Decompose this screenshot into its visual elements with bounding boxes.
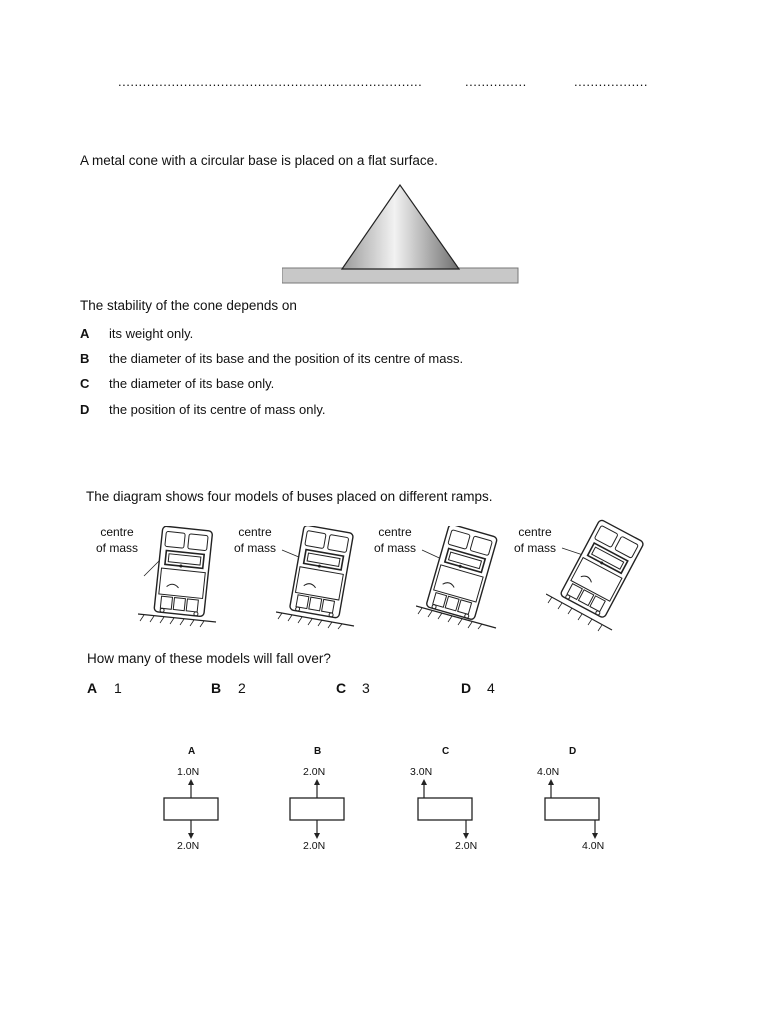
force-diagram-a-down-label: 2.0N (177, 840, 200, 852)
cone-diagram (282, 183, 522, 287)
bus-model-4 (546, 518, 646, 634)
cone-option-a-letter: A (80, 326, 90, 341)
force-diagram-c-down-label: 2.0N (455, 840, 478, 852)
force-diagram-b-letter: B (314, 746, 322, 757)
bus-answer-b-letter: B (211, 680, 222, 696)
block (545, 798, 599, 820)
block (418, 798, 472, 820)
cone-option-d-text: the position of its centre of mass only. (109, 402, 326, 417)
force-diagram-b-up-label: 2.0N (303, 766, 326, 778)
metal-cone (342, 185, 459, 269)
force-diagram-c-up-label: 3.0N (410, 766, 433, 778)
force-diagram-b-down-label: 2.0N (303, 840, 326, 852)
force-diagram-a (160, 778, 224, 840)
cone-option-b-text: the diameter of its base and the position of its centre of mass. (109, 351, 464, 366)
force-diagram-a-up-label: 1.0N (177, 766, 200, 778)
cone-question-stem: The stability of the cone depends on (80, 298, 297, 313)
force-diagram-c (412, 778, 476, 840)
force-diagram-d-letter: D (569, 746, 577, 757)
force-diagram-d-down-label: 4.0N (582, 840, 605, 852)
force-diagram-d (539, 778, 603, 840)
cone-option-b-letter: B (80, 351, 90, 366)
bus-answer-a-value: 1 (114, 680, 122, 696)
name-blank: .......................................................................... (118, 74, 423, 89)
force-diagram-b (286, 778, 350, 840)
force-diagram-a-letter: A (188, 746, 196, 757)
bus-answer-d-value: 4 (487, 680, 495, 696)
bus-model-1 (138, 526, 220, 630)
bus-model-2 (276, 526, 358, 630)
force-diagram-c-letter: C (442, 746, 450, 757)
centre-of-mass-label-2: centre of mass (234, 525, 277, 555)
bus-answer-b-value: 2 (238, 680, 246, 696)
cone-option-a-text: its weight only. (109, 326, 194, 341)
bus-question-intro: The diagram shows four models of buses placed on different ramps. (86, 489, 493, 504)
force-diagram-d-up-label: 4.0N (537, 766, 560, 778)
bus-model-3 (416, 526, 502, 630)
bus-answer-d-letter: D (461, 680, 472, 696)
centre-of-mass-label-1: centre of mass (96, 525, 139, 555)
class-blank: ............... (465, 74, 527, 89)
centre-of-mass-label-3: centre of mass (374, 525, 417, 555)
bus-question-stem: How many of these models will fall over? (87, 651, 331, 666)
flat-surface (282, 268, 518, 283)
bus-answer-a-letter: A (87, 680, 98, 696)
cone-option-c-letter: C (80, 376, 90, 391)
block (290, 798, 344, 820)
date-blank: .................. (574, 74, 649, 89)
block (164, 798, 218, 820)
cone-option-c-text: the diameter of its base only. (109, 376, 275, 391)
bus-answer-c-letter: C (336, 680, 347, 696)
cone-question-intro: A metal cone with a circular base is placed on a flat surface. (80, 153, 438, 168)
cone-option-d-letter: D (80, 402, 90, 417)
bus-answer-c-value: 3 (362, 680, 370, 696)
centre-of-mass-label-4: centre of mass (514, 525, 557, 555)
